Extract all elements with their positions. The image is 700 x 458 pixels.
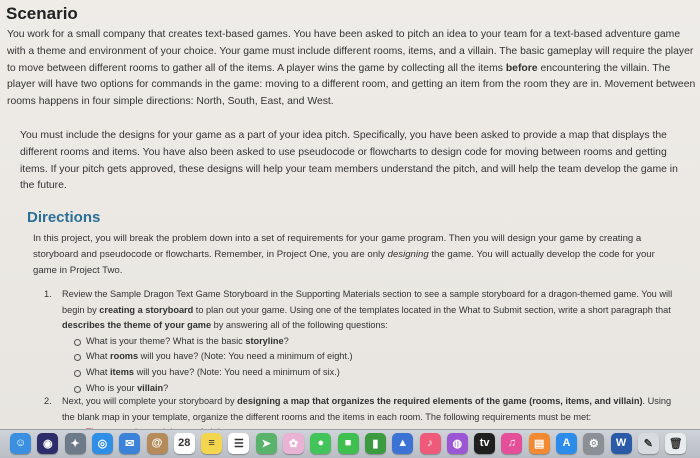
- appletv-icon[interactable]: [474, 433, 495, 454]
- scenario-paragraph-2: You must include the designs for your game as a part of your idea pitch. Specifically, you have been asked to provide a map that displays the different rooms and items. You have also been asked to use pseudocode or flowcharts to design code for moving between rooms and getting items. If your pitch gets approved, these designs will help your team members understand the pitch, and will help the team develop the game in the future.: [20, 130, 678, 192]
- sub-bullet: [86, 334, 684, 350]
- list-item-number: 2.: [44, 396, 52, 406]
- word-icon-glyph: W: [615, 437, 627, 449]
- list-item-number: 1.: [44, 289, 52, 299]
- safari-icon-glyph: ◎: [97, 438, 108, 450]
- launchpad-icon[interactable]: [65, 433, 86, 454]
- safari-icon[interactable]: [92, 433, 113, 454]
- trash-icon[interactable]: [665, 433, 686, 454]
- bullet-icon: [74, 354, 81, 361]
- numbers-icon[interactable]: [365, 433, 386, 454]
- sub-bullet-text: What is your theme? What is the basic storyline?: [86, 335, 289, 346]
- keynote-icon-glyph: ▲: [397, 437, 409, 449]
- preferences-icon-glyph: ⚙: [588, 438, 599, 450]
- pen-icon[interactable]: [638, 433, 659, 454]
- messages-icon-glyph: ●: [317, 437, 325, 449]
- sub-bullet-text: What rooms will you have? (Note: You need a minimum of eight.): [86, 351, 353, 362]
- siri-icon[interactable]: [37, 433, 58, 454]
- contacts-icon[interactable]: [147, 433, 168, 454]
- dock: [0, 429, 700, 458]
- sub-bullet: [86, 365, 684, 381]
- mail-icon-glyph: ✉: [125, 438, 135, 450]
- books-icon-glyph: ▤: [533, 438, 545, 450]
- podcasts-icon-glyph: ◍: [452, 438, 463, 450]
- siri-icon-glyph: ◉: [42, 438, 53, 450]
- itunes-icon[interactable]: [501, 433, 522, 454]
- keynote-icon[interactable]: [392, 433, 413, 454]
- list-item-text: Next, you will complete your storyboard by designing a map that organizes the required elements of the game (rooms, items, and villain). Using the blank map in your template, organize the different rooms and the items in each room. The following requirements must be met:: [62, 396, 672, 422]
- sub-bullet-list: [44, 334, 684, 396]
- appletv-icon-glyph: tv: [479, 437, 490, 449]
- maps-icon-glyph: ➤: [261, 438, 271, 450]
- photos-icon-glyph: ✿: [288, 438, 299, 450]
- calendar-icon-glyph: 28: [178, 437, 191, 449]
- facetime-icon-glyph: ■: [344, 437, 352, 449]
- appstore-icon[interactable]: [556, 433, 577, 454]
- sub-bullet-text: Who is your villain?: [86, 382, 169, 393]
- itunes-icon-glyph: ♫: [507, 437, 517, 449]
- appstore-icon-glyph: A: [562, 437, 571, 449]
- messages-icon[interactable]: [310, 433, 331, 454]
- numbers-icon-glyph: ▮: [372, 438, 379, 450]
- photos-icon[interactable]: [283, 433, 304, 454]
- pen-icon-glyph: ✎: [643, 438, 653, 450]
- music-icon-glyph: ♪: [427, 437, 433, 449]
- mail-icon[interactable]: [119, 433, 140, 454]
- calendar-icon[interactable]: [174, 433, 195, 454]
- reminders-icon-glyph: ☰: [233, 438, 244, 450]
- notes-icon-glyph: ≡: [208, 437, 215, 449]
- finder-icon-glyph: ☺: [14, 437, 27, 449]
- sub-bullet-text: What items will you have? (Note: You need a minimum of six.): [86, 366, 340, 377]
- bullet-icon: [74, 339, 81, 346]
- books-icon[interactable]: [529, 433, 550, 454]
- reminders-icon[interactable]: [228, 433, 249, 454]
- word-icon[interactable]: [611, 433, 632, 454]
- launchpad-icon-glyph: ✦: [70, 438, 80, 450]
- scenario-paragraph-1: You work for a small company that creates text-based games. You have been asked to pitch an idea to your team for a text-based adventure game with a theme and environment of your choice. Your game must include different rooms, items, and a villain. The basic gameplay will require the player to move between different rooms to gather all of the items. A player wins the game by collecting all the items before encountering the villain. The player will have two options for commands in the game: moving to a different room, and getting an item from the room they are in. Movement between rooms happens in four simple directions: North, South, East, and West.: [7, 29, 696, 108]
- list-item-1: [44, 287, 684, 396]
- notes-icon[interactable]: [201, 433, 222, 454]
- directions-list: [44, 287, 684, 422]
- facetime-icon[interactable]: [338, 433, 359, 454]
- maps-icon[interactable]: [256, 433, 277, 454]
- trash-icon-glyph: 🗑: [668, 438, 683, 450]
- music-icon[interactable]: [420, 433, 441, 454]
- sub-bullet: [86, 349, 684, 365]
- directions-heading: Directions: [27, 209, 101, 226]
- preferences-icon[interactable]: [583, 433, 604, 454]
- podcasts-icon[interactable]: [447, 433, 468, 454]
- scenario-heading: Scenario: [6, 4, 78, 23]
- contacts-icon-glyph: @: [151, 437, 163, 449]
- bullet-icon: [74, 386, 81, 393]
- list-item-text: Review the Sample Dragon Text Game Storyboard in the Supporting Materials section to see a sample storyboard for a dragon-themed game. You will begin by creating a storyboard to plan out your game. Using one of the templates located in the What to Submit section, write a short paragraph that describes the theme of your game by answering all of the following questions:: [62, 289, 673, 331]
- bullet-icon: [74, 370, 81, 377]
- finder-icon[interactable]: [10, 433, 31, 454]
- directions-paragraph: In this project, you will break the problem down into a set of requirements for your game program. Then you will design your game by creating a storyboard and pseudocode or flowcharts. Remember, in Project One, you are only designing the game. You will actually develop the code for your game in Project Two.: [33, 233, 655, 276]
